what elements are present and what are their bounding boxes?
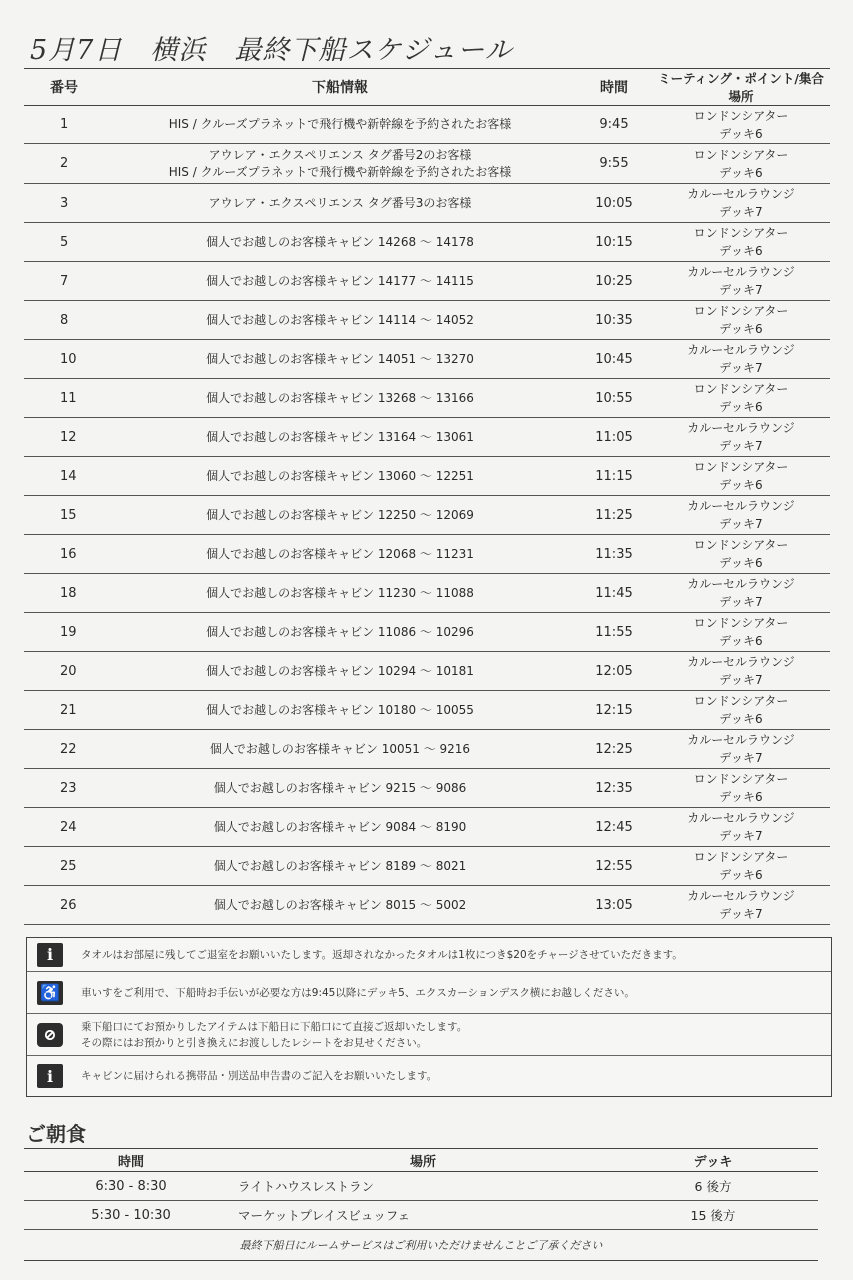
table-row <box>24 886 830 925</box>
breakfast-time: 5:30 - 10:30 <box>24 1201 238 1230</box>
row-time: 11:25 <box>576 496 652 535</box>
meeting-deck: デッキ6 <box>719 322 763 336</box>
row-info <box>104 379 576 418</box>
table-row <box>24 535 830 574</box>
header-info: 下船情報 <box>104 69 576 106</box>
row-time: 12:25 <box>576 730 652 769</box>
table-row <box>24 418 830 457</box>
info-line: 個人でお越しのお客様キャビン 14114 ～ 14052 <box>206 312 474 327</box>
row-info <box>104 262 576 301</box>
row-number: 11 <box>24 379 104 418</box>
wheelchair-icon: ♿ <box>37 981 63 1005</box>
row-meeting-point <box>652 769 830 808</box>
row-info <box>104 574 576 613</box>
row-number: 18 <box>24 574 104 613</box>
row-meeting-point <box>652 496 830 535</box>
row-number: 1 <box>24 106 104 144</box>
meeting-venue: カルーセルラウンジ <box>687 343 795 357</box>
meeting-venue: ロンドンシアター <box>693 694 789 708</box>
info-line: HIS / クルーズプラネットで飛行機や新幹線を予約されたお客様 <box>168 164 512 179</box>
meeting-deck: デッキ7 <box>719 283 763 297</box>
row-number: 22 <box>24 730 104 769</box>
meeting-venue: カルーセルラウンジ <box>687 265 795 279</box>
notice-item <box>27 1056 831 1096</box>
breakfast-place: ライトハウスレストラン <box>238 1172 608 1201</box>
info-line: 個人でお越しのお客様キャビン 13164 ～ 13061 <box>206 429 474 444</box>
row-meeting-point <box>652 574 830 613</box>
row-time: 11:35 <box>576 535 652 574</box>
row-number: 19 <box>24 613 104 652</box>
row-number: 15 <box>24 496 104 535</box>
meeting-deck: デッキ6 <box>719 244 763 258</box>
meeting-deck: デッキ6 <box>719 478 763 492</box>
meeting-venue: カルーセルラウンジ <box>687 811 795 825</box>
room-service-notice: 最終下船日にルームサービスはご利用いただけませんことご了承ください <box>24 1230 818 1261</box>
meeting-deck: デッキ7 <box>719 673 763 687</box>
row-number: 5 <box>24 223 104 262</box>
meeting-venue: ロンドンシアター <box>693 226 789 240</box>
info-line: アウレア・エクスペリエンス タグ番号2のお客様 <box>208 147 472 162</box>
table-row <box>24 262 830 301</box>
row-time: 9:45 <box>576 106 652 144</box>
meeting-deck: デッキ6 <box>719 634 763 648</box>
breakfast-place: マーケットプレイスビュッフェ <box>238 1201 608 1230</box>
breakfast-table <box>24 1148 818 1261</box>
prohibited-icon: ⊘ <box>37 1023 63 1047</box>
notice-line: 車いすをご利用で、下船時お手伝いが必要な方は9:45以降にデッキ5、エクスカーションデスク横にお越しください。 <box>81 986 635 999</box>
row-number: 21 <box>24 691 104 730</box>
header-meeting-point: ミーティング・ポイント/集合場所 <box>652 69 830 106</box>
info-line: 個人でお越しのお客様キャビン 14268 ～ 14178 <box>206 234 474 249</box>
info-icon: i <box>37 943 63 967</box>
info-line: 個人でお越しのお客様キャビン 13060 ～ 12251 <box>206 468 474 483</box>
row-info <box>104 340 576 379</box>
info-icon: i <box>37 1064 63 1088</box>
info-line: 個人でお越しのお客様キャビン 12068 ～ 11231 <box>206 546 474 561</box>
row-time: 10:15 <box>576 223 652 262</box>
row-number: 24 <box>24 808 104 847</box>
table-row <box>24 847 830 886</box>
row-number: 2 <box>24 144 104 184</box>
table-row <box>24 574 830 613</box>
meeting-deck: デッキ6 <box>719 400 763 414</box>
info-line: 個人でお越しのお客様キャビン 14051 ～ 13270 <box>206 351 474 366</box>
table-row <box>24 1201 818 1230</box>
meeting-deck: デッキ7 <box>719 907 763 921</box>
row-info <box>104 730 576 769</box>
meeting-venue: カルーセルラウンジ <box>687 577 795 591</box>
meeting-venue: ロンドンシアター <box>693 304 789 318</box>
schedule-header-row <box>24 69 830 106</box>
table-row <box>24 379 830 418</box>
table-row <box>24 730 830 769</box>
meeting-venue: カルーセルラウンジ <box>687 421 795 435</box>
row-time: 10:45 <box>576 340 652 379</box>
info-line: 個人でお越しのお客様キャビン 9084 ～ 8190 <box>213 819 467 834</box>
row-info <box>104 652 576 691</box>
row-meeting-point <box>652 184 830 223</box>
meeting-venue: ロンドンシアター <box>693 460 789 474</box>
meeting-venue: カルーセルラウンジ <box>687 889 795 903</box>
notice-text <box>81 1068 437 1084</box>
row-time: 11:05 <box>576 418 652 457</box>
row-time: 11:15 <box>576 457 652 496</box>
meeting-venue: カルーセルラウンジ <box>687 655 795 669</box>
header-number: 番号 <box>24 69 104 106</box>
row-number: 10 <box>24 340 104 379</box>
table-row <box>24 301 830 340</box>
meeting-venue: ロンドンシアター <box>693 616 789 630</box>
notice-line: キャビンに届けられる携帯品・別送品申告書のご記入をお願いいたします。 <box>81 1070 438 1082</box>
row-time: 12:15 <box>576 691 652 730</box>
row-meeting-point <box>652 652 830 691</box>
table-row <box>24 340 830 379</box>
notice-line: その際にはお預かりと引き換えにお渡ししたレシートをお見せください。 <box>81 1036 428 1049</box>
info-line: 個人でお越しのお客様キャビン 14177 ～ 14115 <box>206 273 474 288</box>
meeting-deck: デッキ6 <box>719 126 763 141</box>
row-meeting-point <box>652 691 830 730</box>
row-meeting-point <box>652 340 830 379</box>
breakfast-header-deck: デッキ <box>608 1149 818 1172</box>
table-row <box>24 691 830 730</box>
row-number: 7 <box>24 262 104 301</box>
row-meeting-point <box>652 886 830 925</box>
row-info <box>104 496 576 535</box>
notice-line: タオルはお部屋に残してご退室をお願いいたします。返却されなかったタオルは1枚につき$20をチャージさせていただきます。 <box>81 948 683 961</box>
row-time: 10:25 <box>576 262 652 301</box>
info-line: 個人でお越しのお客様キャビン 8015 ～ 5002 <box>213 897 467 912</box>
breakfast-title: ご朝食 <box>26 1122 86 1146</box>
meeting-venue: カルーセルラウンジ <box>687 499 795 513</box>
info-line: 個人でお越しのお客様キャビン 13268 ～ 13166 <box>206 390 474 405</box>
row-info <box>104 223 576 262</box>
row-time: 11:45 <box>576 574 652 613</box>
notice-text <box>81 947 683 963</box>
row-time: 10:55 <box>576 379 652 418</box>
row-info <box>104 691 576 730</box>
meeting-venue: カルーセルラウンジ <box>687 187 795 201</box>
info-line: アウレア・エクスペリエンス タグ番号3のお客様 <box>208 195 472 210</box>
row-meeting-point <box>652 457 830 496</box>
row-info <box>104 106 576 144</box>
row-meeting-point <box>652 223 830 262</box>
row-info <box>104 808 576 847</box>
row-number: 25 <box>24 847 104 886</box>
row-meeting-point <box>652 808 830 847</box>
row-info <box>104 769 576 808</box>
meeting-deck: デッキ7 <box>719 361 763 375</box>
page-title: 5月7日 横浜 最終下船スケジュール <box>30 35 513 66</box>
info-line: 個人でお越しのお客様キャビン 11086 ～ 10296 <box>206 624 474 639</box>
row-info <box>104 886 576 925</box>
row-info <box>104 184 576 223</box>
row-time: 12:55 <box>576 847 652 886</box>
row-number: 12 <box>24 418 104 457</box>
row-number: 8 <box>24 301 104 340</box>
row-number: 26 <box>24 886 104 925</box>
row-number: 3 <box>24 184 104 223</box>
notice-item <box>27 972 831 1014</box>
meeting-deck: デッキ7 <box>719 517 763 531</box>
row-number: 23 <box>24 769 104 808</box>
table-row <box>24 106 830 144</box>
table-row <box>24 613 830 652</box>
info-line: 個人でお越しのお客様キャビン 8189 ～ 8021 <box>213 858 467 873</box>
meeting-venue: ロンドンシアター <box>693 772 789 786</box>
meeting-deck: デッキ6 <box>719 868 763 882</box>
info-line: 個人でお越しのお客様キャビン 10294 ～ 10181 <box>206 663 474 678</box>
meeting-deck: デッキ7 <box>719 205 763 219</box>
meeting-venue: ロンドンシアター <box>693 850 789 864</box>
meeting-venue: ロンドンシアター <box>693 108 789 123</box>
table-row <box>24 652 830 691</box>
row-number: 16 <box>24 535 104 574</box>
row-meeting-point <box>652 262 830 301</box>
row-meeting-point <box>652 301 830 340</box>
info-line: 個人でお越しのお客様キャビン 12250 ～ 12069 <box>206 507 474 522</box>
row-meeting-point <box>652 535 830 574</box>
disembarkation-schedule-table <box>24 68 830 925</box>
table-row <box>24 808 830 847</box>
meeting-venue: ロンドンシアター <box>693 382 789 396</box>
row-meeting-point <box>652 379 830 418</box>
row-time: 12:05 <box>576 652 652 691</box>
breakfast-deck: 6 後方 <box>608 1172 818 1201</box>
row-info <box>104 847 576 886</box>
meeting-deck: デッキ7 <box>719 751 763 765</box>
breakfast-header-row <box>24 1149 818 1172</box>
meeting-deck: デッキ7 <box>719 439 763 453</box>
row-time: 12:45 <box>576 808 652 847</box>
row-time: 9:55 <box>576 144 652 184</box>
info-line: 個人でお越しのお客様キャビン 10051 ～ 9216 <box>209 741 471 756</box>
row-time: 10:35 <box>576 301 652 340</box>
info-line: 個人でお越しのお客様キャビン 9215 ～ 9086 <box>213 780 467 795</box>
row-number: 14 <box>24 457 104 496</box>
table-row <box>24 184 830 223</box>
notice-line: 乗下船口にてお預かりしたアイテムは下船日に下船口にて直接ご返却いたします。 <box>81 1020 468 1033</box>
info-line: 個人でお越しのお客様キャビン 11230 ～ 11088 <box>206 585 474 600</box>
row-number: 20 <box>24 652 104 691</box>
notice-box <box>26 937 832 1097</box>
breakfast-deck: 15 後方 <box>608 1201 818 1230</box>
table-row <box>24 223 830 262</box>
row-time: 13:05 <box>576 886 652 925</box>
breakfast-footer-row <box>24 1230 818 1261</box>
row-info <box>104 301 576 340</box>
table-row <box>24 144 830 184</box>
info-line: HIS / クルーズプラネットで飛行機や新幹線を予約されたお客様 <box>168 117 512 131</box>
row-time: 12:35 <box>576 769 652 808</box>
meeting-venue: ロンドンシアター <box>693 538 789 552</box>
row-meeting-point <box>652 418 830 457</box>
row-meeting-point <box>652 106 830 144</box>
row-info <box>104 535 576 574</box>
meeting-deck: デッキ6 <box>719 712 763 726</box>
info-line: 個人でお越しのお客様キャビン 10180 ～ 10055 <box>206 702 474 717</box>
row-meeting-point <box>652 730 830 769</box>
meeting-deck: デッキ6 <box>719 790 763 804</box>
breakfast-header-place: 場所 <box>238 1149 608 1172</box>
meeting-deck: デッキ6 <box>719 556 763 570</box>
notice-item <box>27 938 831 972</box>
row-info <box>104 457 576 496</box>
row-meeting-point <box>652 144 830 184</box>
table-row <box>24 457 830 496</box>
meeting-venue: カルーセルラウンジ <box>687 733 795 747</box>
table-row <box>24 496 830 535</box>
notice-text <box>81 1019 467 1051</box>
row-time: 11:55 <box>576 613 652 652</box>
meeting-deck: デッキ7 <box>719 595 763 609</box>
row-meeting-point <box>652 847 830 886</box>
meeting-deck: デッキ7 <box>719 829 763 843</box>
meeting-venue: ロンドンシアター <box>693 147 789 162</box>
row-meeting-point <box>652 613 830 652</box>
table-row <box>24 769 830 808</box>
row-info <box>104 418 576 457</box>
row-info <box>104 144 576 184</box>
meeting-deck: デッキ6 <box>719 165 763 180</box>
notice-item <box>27 1014 831 1056</box>
breakfast-header-time: 時間 <box>24 1149 238 1172</box>
notice-text <box>81 985 635 1001</box>
row-info <box>104 613 576 652</box>
header-time: 時間 <box>576 69 652 106</box>
breakfast-time: 6:30 - 8:30 <box>24 1172 238 1201</box>
table-row <box>24 1172 818 1201</box>
row-time: 10:05 <box>576 184 652 223</box>
